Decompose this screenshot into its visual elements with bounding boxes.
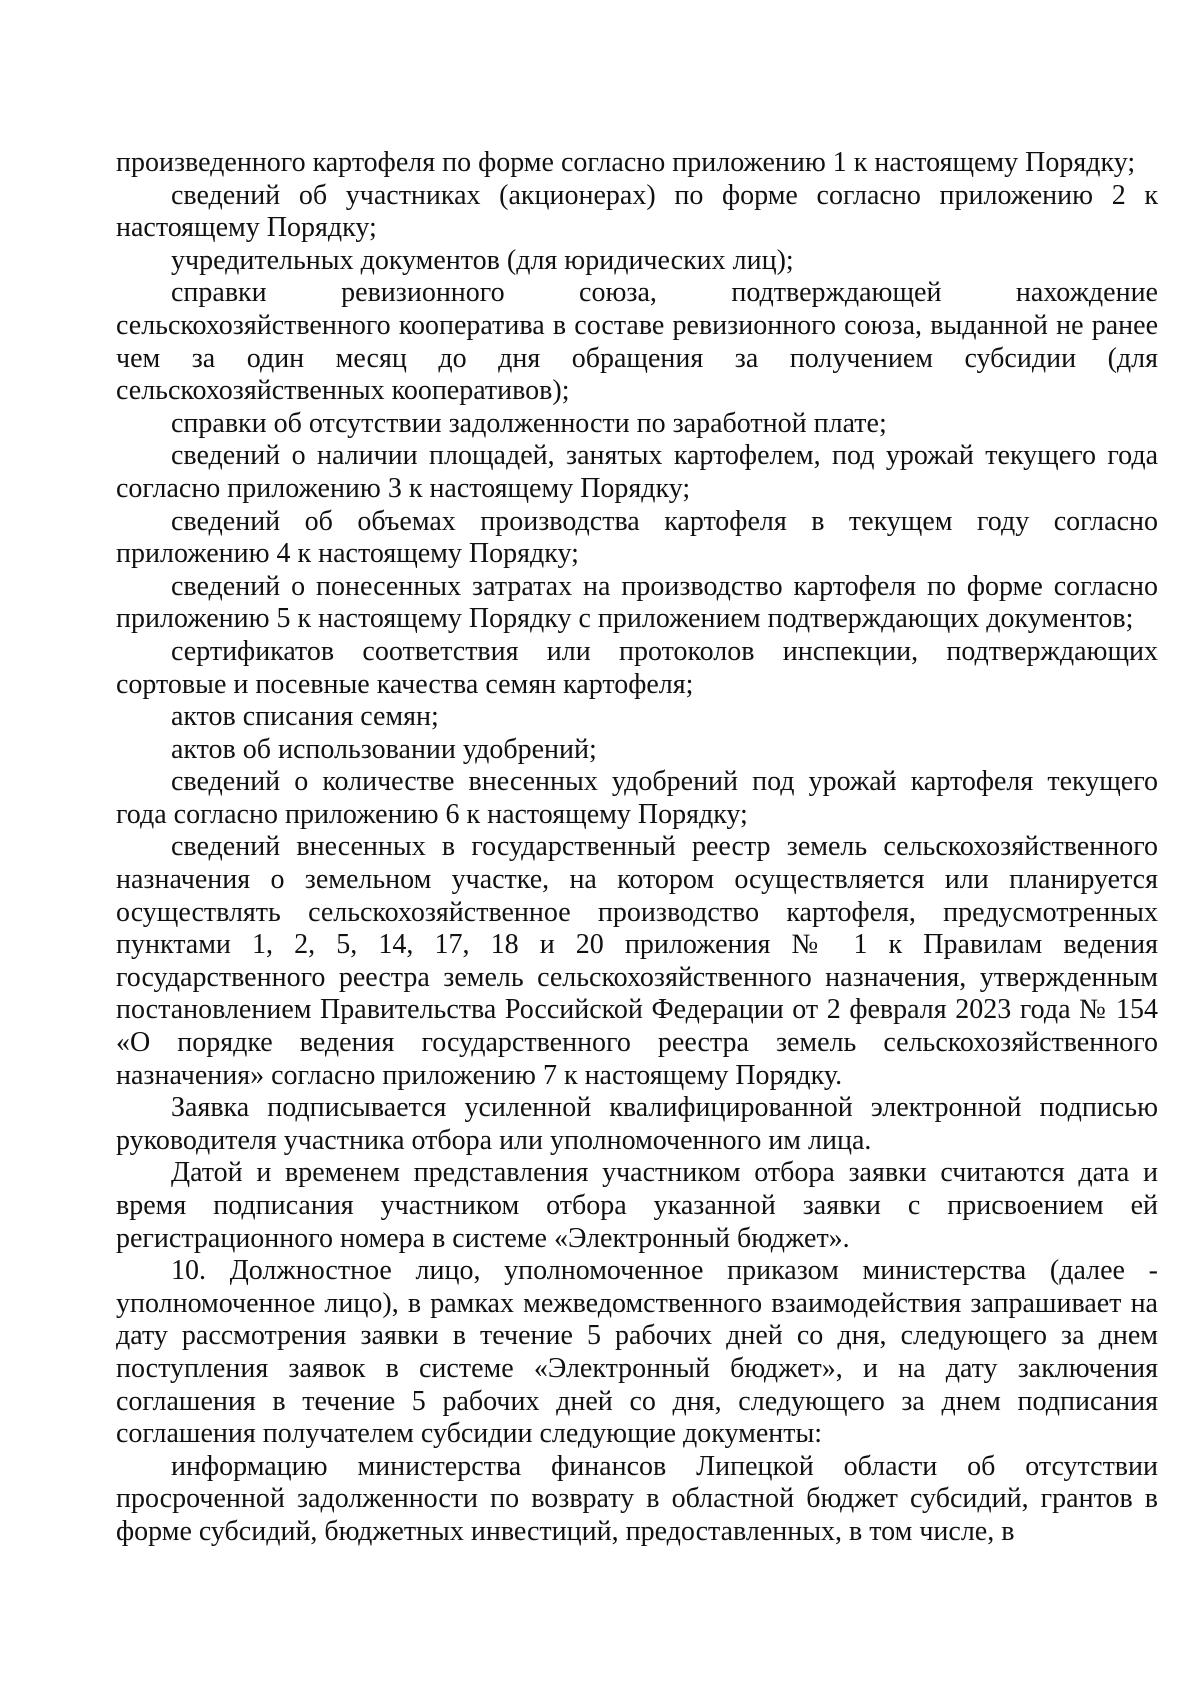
paragraph-founding-documents: учредительных документов (для юридических лиц); xyxy=(171,244,794,276)
paragraph-potato-areas-info: сведений о наличии площадей, занятых картофелем, под урожай текущего года согласно приложению 3 к настоящему Порядку; xyxy=(116,440,1158,504)
paragraph-submission-datetime: Датой и временем представления участником отбора заявки считаются дата и время подписания участником отбора указанной заявки с присвоением ей регистрационного номера в системе «Электронный бюджет». xyxy=(116,1157,1158,1254)
paragraph-salary-debt-certificate: справки об отсутствии задолженности по заработной плате; xyxy=(171,407,887,439)
paragraph-potato-form-continuation: произведенного картофеля по форме согласно приложению 1 к настоящему Порядку; xyxy=(116,147,1136,178)
paragraph-shareholders-info: сведений об участниках (акционерах) по форме согласно приложению 2 к настоящему Порядку; xyxy=(116,179,1158,244)
paragraph-application-signature: Заявка подписывается усиленной квалифицированной электронной подписью руководителя участника отбора или уполномоченного им лица. xyxy=(116,1092,1158,1156)
paragraph-fertilizer-quantity-info: сведений о количестве внесенных удобрений под урожай картофеля текущего года согласно приложению 6 к настоящему Порядку; xyxy=(116,766,1158,830)
paragraph-seed-writeoff-acts: актов списания семян; xyxy=(171,701,439,733)
paragraph-production-volume-info: сведений об объемах производства картофеля в текущем году согласно приложению 4 к настоящему Порядку; xyxy=(116,505,1158,570)
paragraph-production-costs-info: сведений о понесенных затратах на производство картофеля по форме согласно приложению 5 к настоящему Порядку с приложением подтверждающих документов; xyxy=(116,570,1158,635)
paragraph-audit-union-certificate: справки ревизионного союза, подтверждающей нахождение сельскохозяйственного кооператива в составе ревизионного союза, выданной не ранее чем за один месяц до дня обращения за получением субсидии (для сельскохозяйственных кооперативов); xyxy=(116,277,1158,407)
paragraph-seed-certificates: сертификатов соответствия или протоколов инспекции, подтверждающих сортовые и посевные качества семян картофеля; xyxy=(116,635,1158,700)
paragraph-fertilizer-usage-acts: актов об использовании удобрений; xyxy=(171,733,597,765)
document-page xyxy=(116,147,1158,1549)
paragraph-land-registry-info: сведений внесенных в государственный реестр земель сельскохозяйственного назначения о земельном участке, на котором осуществляется или планируется осуществлять сельскохозяйственное производство картофеля, предусмотренных пунктами 1, 2, 5, 14, 17, 18 и 20 приложения № 1 к Правилам ведения государственного реестра земель сельскохозяйственного назначения, утвержденным постановлением Правительства Российской Федерации от 2 февраля 2023 года № 154 «О порядке ведения государственного реестра земель сельскохозяйственного назначения» согласно приложению 7 к настоящему Порядку. xyxy=(116,831,1158,1091)
paragraph-finance-ministry-information: информацию министерства финансов Липецкой области об отсутствии просроченной задолженности по возврату в областной бюджет субсидий, грантов в форме субсидий, бюджетных инвестиций, предоставленных, в том числе, в xyxy=(116,1450,1158,1547)
paragraph-item-10-interagency-requests: 10. Должностное лицо, уполномоченное приказом министерства (далее - уполномоченное лицо), в рамках межведомственного взаимодействия запрашивает на дату рассмотрения заявки в течение 5 рабочих дней со дня, следующего за днем поступления заявок в системе «Электронный бюджет», и на дату заключения соглашения в течение 5 рабочих дней со дня, следующего за днем подписания соглашения получателем субсидии следующие документы: xyxy=(116,1255,1158,1450)
